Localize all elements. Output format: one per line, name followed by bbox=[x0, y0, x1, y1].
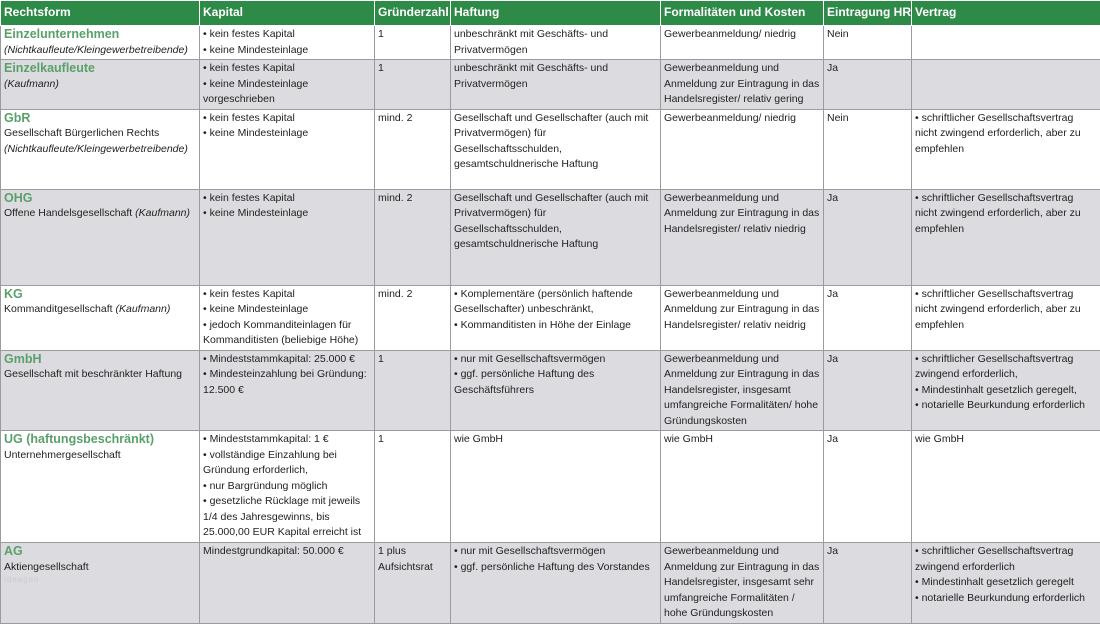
cell-gruenderzahl bbox=[375, 543, 451, 624]
cell-kapital bbox=[200, 109, 375, 189]
cell-rechtsform bbox=[1, 543, 200, 624]
kapital-line: • kein festes Kapital bbox=[203, 287, 371, 303]
cell-vertrag bbox=[912, 109, 1100, 189]
formalitaeten-line: Gewerbeanmeldung und Anmeldung zur Eintragung in das Handelsregister, insgesamt sehr umfangreiche Formalitäten / hohe Gründungskosten bbox=[664, 544, 820, 622]
cell-rechtsform bbox=[1, 109, 200, 189]
cell-rechtsform bbox=[1, 350, 200, 431]
cell-eintragung: Ja bbox=[824, 543, 912, 624]
formalitaeten-line: Gewerbeanmeldung und Anmeldung zur Eintragung in das Handelsregister/ relativ gering bbox=[664, 61, 820, 108]
legal-form-name: GmbH bbox=[4, 352, 196, 368]
table-row bbox=[1, 431, 1100, 543]
cell-formalitaeten bbox=[661, 26, 824, 60]
vertrag-line: • Mindestinhalt gesetzlich geregelt bbox=[915, 575, 1097, 591]
cell-gruenderzahl bbox=[375, 60, 451, 110]
header-eintragung-hr: Eintragung HR bbox=[824, 1, 912, 26]
kapital-line: • keine Mindesteinlage vorgeschrieben bbox=[203, 77, 371, 108]
legal-form-note: (Kaufmann) bbox=[135, 207, 190, 219]
kapital-line: • keine Mindesteinlage bbox=[203, 126, 371, 142]
cell-eintragung: Nein bbox=[824, 109, 912, 189]
cell-vertrag bbox=[912, 60, 1100, 110]
legal-form-subtitle: Gesellschaft Bürgerlichen Rechts bbox=[4, 126, 196, 142]
gruender-value: 1 bbox=[378, 61, 447, 77]
formalitaeten-line: Gewerbeanmeldung/ niedrig bbox=[664, 27, 820, 43]
legal-form-name: UG (haftungsbeschränkt) bbox=[4, 432, 196, 448]
haftung-line: • ggf. persönliche Haftung des Geschäftsführers bbox=[454, 367, 657, 398]
kapital-line: • Mindeststammkapital: 25.000 € bbox=[203, 352, 371, 368]
cell-rechtsform bbox=[1, 285, 200, 350]
cell-vertrag bbox=[912, 431, 1100, 543]
cell-eintragung: Ja bbox=[824, 60, 912, 110]
cell-haftung bbox=[451, 26, 661, 60]
legal-form-note: (Kaufmann) bbox=[4, 77, 196, 93]
haftung-line: Gesellschaft und Gesellschafter (auch mit Privatvermögen) für Gesellschaftsschulden, gesamtschuldnerische Haftung bbox=[454, 191, 657, 253]
legal-form-note: (Kaufmann) bbox=[115, 303, 170, 315]
header-formalitaeten: Formalitäten und Kosten bbox=[661, 1, 824, 26]
cell-formalitaeten bbox=[661, 431, 824, 543]
kapital-line: • kein festes Kapital bbox=[203, 111, 371, 127]
vertrag-line: • schriftlicher Gesellschaftsvertrag nicht zwingend erforderlich, aber zu empfehlen bbox=[915, 191, 1097, 238]
cell-kapital bbox=[200, 26, 375, 60]
vertrag-line: • schriftlicher Gesellschaftsvertrag nicht zwingend erforderlich, aber zu empfehlen bbox=[915, 111, 1097, 158]
cell-formalitaeten bbox=[661, 285, 824, 350]
gruender-value: mind. 2 bbox=[378, 287, 447, 303]
legal-form-name: OHG bbox=[4, 191, 196, 207]
cell-eintragung: Nein bbox=[824, 26, 912, 60]
vertrag-line: • notarielle Beurkundung erforderlich bbox=[915, 398, 1097, 414]
legal-form-note: (Nichtkaufleute/Kleingewerbetreibende) bbox=[4, 43, 196, 59]
cell-rechtsform bbox=[1, 189, 200, 285]
cell-gruenderzahl bbox=[375, 26, 451, 60]
vertrag-line: • schriftlicher Gesellschaftsvertrag nicht zwingend erforderlich, aber zu empfehlen bbox=[915, 287, 1097, 334]
haftung-line: • nur mit Gesellschaftsvermögen bbox=[454, 544, 657, 560]
legal-form-subtitle: Unternehmergesellschaft bbox=[4, 448, 196, 464]
vertrag-line: • schriftlicher Gesellschaftsvertrag zwingend erforderlich bbox=[915, 544, 1097, 575]
legal-form-note: (Nichtkaufleute/Kleingewerbetreibende) bbox=[4, 142, 196, 158]
kapital-line: • Mindeststammkapital: 1 € bbox=[203, 432, 371, 448]
vertrag-line: wie GmbH bbox=[915, 432, 1097, 448]
cell-gruenderzahl bbox=[375, 350, 451, 431]
kapital-line: • vollständige Einzahlung bei Gründung erforderlich, bbox=[203, 448, 371, 479]
gruender-value: mind. 2 bbox=[378, 191, 447, 207]
cell-rechtsform bbox=[1, 431, 200, 543]
cell-haftung bbox=[451, 431, 661, 543]
formalitaeten-line: Gewerbeanmeldung/ niedrig bbox=[664, 111, 820, 127]
haftung-line: wie GmbH bbox=[454, 432, 657, 448]
cell-haftung bbox=[451, 285, 661, 350]
cell-kapital bbox=[200, 543, 375, 624]
legal-form-subtitle: Aktiengesellschaft bbox=[4, 560, 196, 576]
cell-formalitaeten bbox=[661, 60, 824, 110]
kapital-line: • gesetzliche Rücklage mit jeweils 1/4 des Jahresgewinns, bis 25.000,00 EUR Kapital erreicht ist bbox=[203, 494, 371, 541]
header-rechtsform: Rechtsform bbox=[1, 1, 200, 26]
cell-rechtsform bbox=[1, 26, 200, 60]
gruender-value: 1 bbox=[378, 27, 447, 43]
cell-kapital bbox=[200, 60, 375, 110]
formalitaeten-line: Gewerbeanmeldung und Anmeldung zur Eintragung in das Handelsregister/ relativ niedrig bbox=[664, 191, 820, 238]
header-kapital: Kapital bbox=[200, 1, 375, 26]
table-row bbox=[1, 109, 1100, 189]
vertrag-line: • Mindestinhalt gesetzlich geregelt, bbox=[915, 383, 1097, 399]
table-row bbox=[1, 350, 1100, 431]
legal-form-subtitle: Offene Handelsgesellschaft bbox=[4, 207, 132, 219]
cell-vertrag bbox=[912, 189, 1100, 285]
table-row bbox=[1, 543, 1100, 624]
cell-haftung bbox=[451, 109, 661, 189]
formalitaeten-line: wie GmbH bbox=[664, 432, 820, 448]
haftung-line: • nur mit Gesellschaftsvermögen bbox=[454, 352, 657, 368]
legal-form-subtitle-line bbox=[4, 206, 196, 222]
kapital-line: • keine Mindesteinlage bbox=[203, 43, 371, 59]
haftung-line: unbeschränkt mit Geschäfts- und Privatvermögen bbox=[454, 27, 657, 58]
kapital-line: • kein festes Kapital bbox=[203, 191, 371, 207]
legal-form-subtitle-line bbox=[4, 302, 196, 318]
cell-haftung bbox=[451, 350, 661, 431]
kapital-line: • nur Bargründung möglich bbox=[203, 479, 371, 495]
gruender-value: 1 bbox=[378, 432, 447, 448]
header-haftung: Haftung bbox=[451, 1, 661, 26]
kapital-line: • Mindesteinzahlung bei Gründung: 12.500 € bbox=[203, 367, 371, 398]
cell-eintragung: Ja bbox=[824, 189, 912, 285]
cell-haftung bbox=[451, 189, 661, 285]
haftung-line: • Komplementäre (persönlich haftende Gesellschafter) unbeschränkt, bbox=[454, 287, 657, 318]
vertrag-line: • schriftlicher Gesellschaftsvertrag zwingend erforderlich, bbox=[915, 352, 1097, 383]
gruender-value: 1 bbox=[378, 352, 447, 368]
cell-haftung bbox=[451, 60, 661, 110]
legal-form-name: Einzelkaufleute bbox=[4, 61, 196, 77]
legal-form-name: AG bbox=[4, 544, 196, 560]
header-vertrag: Vertrag bbox=[912, 1, 1100, 26]
cell-formalitaeten bbox=[661, 350, 824, 431]
legal-form-name: KG bbox=[4, 287, 196, 303]
haftung-line: unbeschränkt mit Geschäfts- und Privatvermögen bbox=[454, 61, 657, 92]
cell-gruenderzahl bbox=[375, 189, 451, 285]
cell-kapital bbox=[200, 350, 375, 431]
kapital-line: • jedoch Kommanditeinlagen für Kommanditisten (beliebige Höhe) bbox=[203, 318, 371, 349]
formalitaeten-line: Gewerbeanmeldung und Anmeldung zur Eintragung in das Handelsregister/ relativ neidrig bbox=[664, 287, 820, 334]
formalitaeten-line: Gewerbeanmeldung und Anmeldung zur Eintragung in das Handelsregister, insgesamt umfangreiche Formalitäten/ hohe Gründungskosten bbox=[664, 352, 820, 430]
cell-rechtsform bbox=[1, 60, 200, 110]
cell-kapital bbox=[200, 285, 375, 350]
cell-formalitaeten bbox=[661, 189, 824, 285]
table-row bbox=[1, 60, 1100, 110]
cell-eintragung: Ja bbox=[824, 431, 912, 543]
cell-gruenderzahl bbox=[375, 109, 451, 189]
kapital-line: • kein festes Kapital bbox=[203, 61, 371, 77]
legal-form-name: Einzelunternehmen bbox=[4, 27, 196, 43]
cell-eintragung: Ja bbox=[824, 350, 912, 431]
table-row bbox=[1, 189, 1100, 285]
legal-form-name: GbR bbox=[4, 111, 196, 127]
header-gruenderzahl: Gründerzahl bbox=[375, 1, 451, 26]
cell-gruenderzahl bbox=[375, 285, 451, 350]
kapital-line: • keine Mindesteinlage bbox=[203, 302, 371, 318]
legal-form-subtitle: Gesellschaft mit beschränkter Haftung bbox=[4, 367, 196, 383]
cell-vertrag bbox=[912, 26, 1100, 60]
cell-formalitaeten bbox=[661, 109, 824, 189]
watermark-text: ideagen bbox=[4, 575, 196, 585]
cell-vertrag bbox=[912, 285, 1100, 350]
haftung-line: • ggf. persönliche Haftung des Vorstandes bbox=[454, 560, 657, 576]
cell-haftung bbox=[451, 543, 661, 624]
table-row bbox=[1, 285, 1100, 350]
cell-vertrag bbox=[912, 543, 1100, 624]
cell-eintragung: Ja bbox=[824, 285, 912, 350]
cell-vertrag bbox=[912, 350, 1100, 431]
cell-kapital bbox=[200, 189, 375, 285]
haftung-line: Gesellschaft und Gesellschafter (auch mit Privatvermögen) für Gesellschaftsschulden, gesamtschuldnerische Haftung bbox=[454, 111, 657, 173]
vertrag-line: • notarielle Beurkundung erforderlich bbox=[915, 591, 1097, 607]
kapital-line: • keine Mindesteinlage bbox=[203, 206, 371, 222]
header-row bbox=[1, 1, 1100, 26]
cell-kapital bbox=[200, 431, 375, 543]
gruender-value: 1 plus Aufsichtsrat bbox=[378, 544, 447, 575]
legal-form-subtitle: Kommanditgesellschaft bbox=[4, 303, 113, 315]
kapital-line: • kein festes Kapital bbox=[203, 27, 371, 43]
haftung-line: • Kommanditisten in Höhe der Einlage bbox=[454, 318, 657, 334]
table-row bbox=[1, 26, 1100, 60]
cell-gruenderzahl bbox=[375, 431, 451, 543]
kapital-line: Mindestgrundkapital: 50.000 € bbox=[203, 544, 371, 560]
cell-formalitaeten bbox=[661, 543, 824, 624]
gruender-value: mind. 2 bbox=[378, 111, 447, 127]
